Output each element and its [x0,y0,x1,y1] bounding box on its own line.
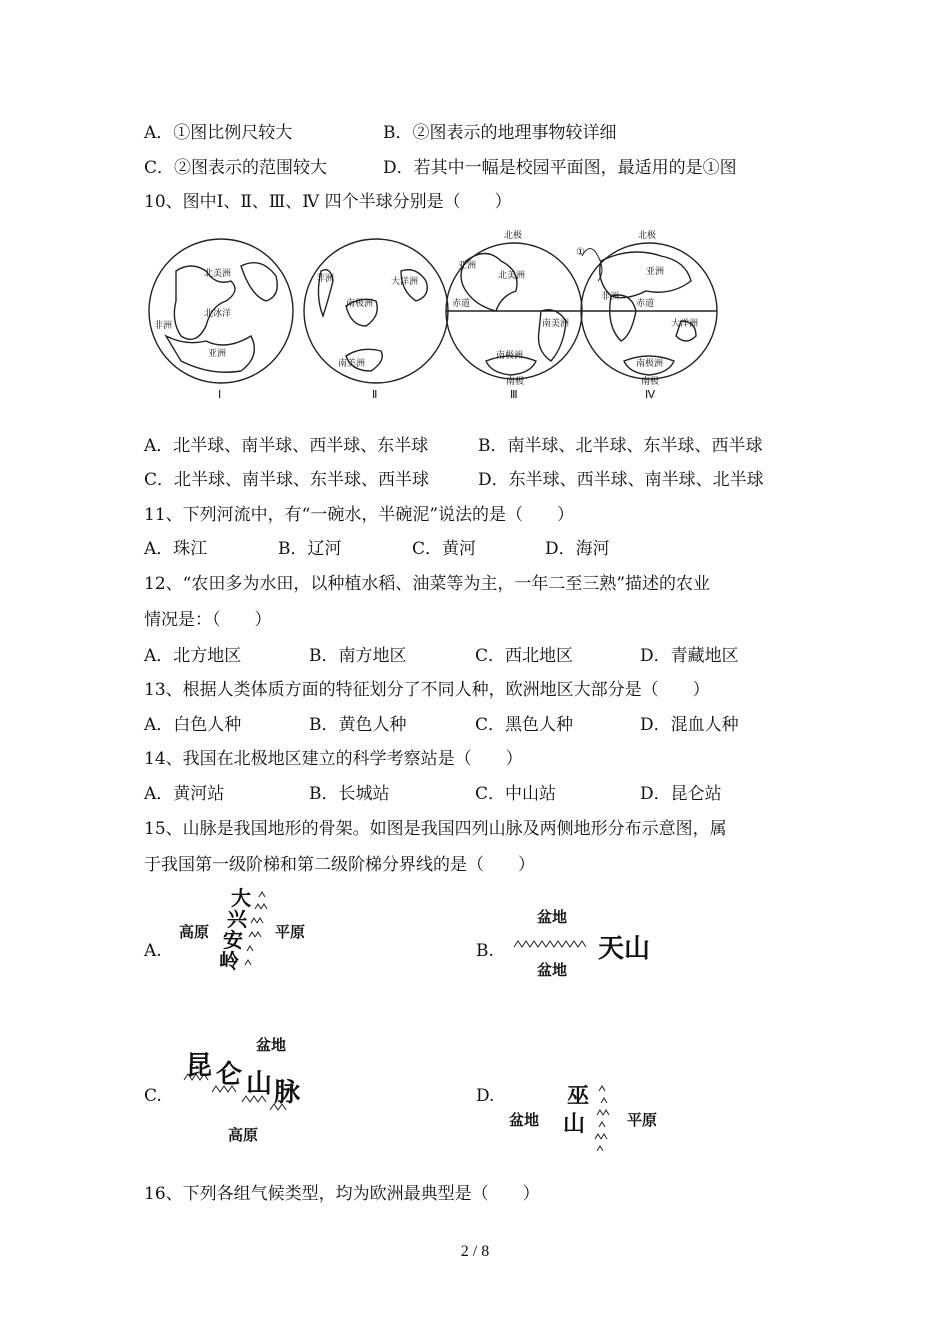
globe3-label-south-pole: 南极 [506,377,525,387]
fig-d-char-1: 巫 [567,1084,590,1109]
globe4-label-north-pole: 北极 [638,231,657,241]
globe1-label-arctic-ocean: 北冰洋 [204,309,232,319]
fig-c-char-3: 山 [246,1069,273,1099]
globe3-label-antarctica: 南极洲 [496,351,524,361]
fig-d-left-label: 盆地 [509,1111,540,1129]
q10-option-b: B．南半球、北半球、东半球、西半球 [478,436,763,456]
globe4-label-equator: 赤道 [636,299,655,309]
q9-option-c: C．②图表示的范围较大 [144,158,328,178]
fig-b-mountain-icons [514,941,586,947]
globe3-label-asia: 亚洲 [458,261,477,271]
q12-stem-line1: 12、“农田多为水田，以种植水稻、油菜等为主，一年二至三熟”描述的农业 [144,574,711,594]
fig-d-right-label: 平原 [627,1111,658,1129]
fig-c-char-4: 脉 [274,1078,301,1108]
q9-option-b: B．②图表示的地理事物较详细 [383,123,617,143]
q11-option-d: D．海河 [545,539,610,559]
q10-stem: 10、图中Ⅰ、Ⅱ、Ⅲ、Ⅳ 四个半球分别是（ ） [144,192,512,212]
q14-option-b: B．长城站 [309,784,390,804]
fig-c-bottom-label: 高原 [228,1126,259,1144]
q11-option-a: A．珠江 [144,539,208,559]
globe4-label-oceania: 大洋洲 [671,319,699,329]
q11-option-b: B．辽河 [278,539,342,559]
q15-figure-c [178,1028,318,1153]
fig-c-char-2: 仑 [216,1060,243,1090]
q15-option-d: D. [476,1086,495,1106]
q15-stem-line2: 于我国第一级阶梯和第二级阶梯分界线的是（ ） [144,855,535,875]
globe3-label-equator: 赤道 [452,299,471,309]
globe1-numeral: Ⅰ [218,389,222,401]
fig-b-top-label: 盆地 [537,908,568,926]
q15-figure-a [175,885,315,980]
q11-stem: 11、下列河流中，有“一碗水，半碗泥”说法的是（ ） [144,505,575,525]
q12-option-b: B．南方地区 [309,646,407,666]
globe2-label-oceania: 大洋洲 [391,277,419,287]
fig-a-char-3: 安 [223,928,243,952]
fig-a-right-label: 平原 [275,923,306,941]
q12-option-c: C．西北地区 [475,646,574,666]
q13-option-b: B．黄色人种 [309,715,407,735]
q10-hemisphere-figure [146,226,726,406]
q14-option-d: D．昆仑站 [640,784,722,804]
q10-option-a: A．北半球、南半球、西半球、东半球 [144,436,429,456]
globe4-numeral: Ⅳ [645,389,656,401]
globe1-label-asia: 亚洲 [208,349,227,359]
q14-stem: 14、我国在北极地区建立的科学考察站是（ ） [144,749,523,769]
globe3-label-s-america: 南美洲 [542,319,570,329]
fig-d-char-2: 山 [563,1112,586,1137]
q15-option-c: C. [144,1086,162,1106]
q15-option-a: A. [144,941,162,961]
fig-a-char-4: 岭 [219,949,239,973]
fig-a-char-1: 大 [231,886,251,910]
fig-a-left-label: 高原 [179,923,210,941]
globe-circle-mark: ① [576,247,585,258]
q12-option-d: D．青藏地区 [640,646,739,666]
q16-stem: 16、下列各组气候类型，均为欧洲最典型是（ ） [144,1184,540,1204]
q15-figure-d [505,1075,675,1155]
globe1-label-n-america: 北美洲 [204,269,232,279]
fig-b-name-label: 天山 [598,934,651,964]
fig-b-bottom-label: 盆地 [537,961,568,979]
q13-option-a: A．白色人种 [144,715,242,735]
q10-option-c: C．北半球、南半球、东半球、西半球 [144,470,430,490]
globe4-label-antarctica: 南极洲 [636,359,664,369]
globe4-label-africa: 非洲 [601,292,620,302]
q14-option-a: A．黄河站 [144,784,225,804]
globe2-label-s-america: 南美洲 [338,359,366,369]
q14-option-c: C．中山站 [475,784,557,804]
globe1-label-africa: 非洲 [154,321,173,331]
globe3-numeral: Ⅲ [510,389,518,401]
globe4-label-asia: 亚洲 [646,267,665,277]
q12-option-a: A．北方地区 [144,646,242,666]
page-number: 2 / 8 [460,1243,490,1260]
fig-d-mountain-icons [595,1086,609,1151]
q13-option-d: D．混血人种 [640,715,739,735]
fig-c-top-label: 盆地 [256,1036,287,1054]
fig-a-char-2: 兴 [227,907,247,931]
q15-stem-line1: 15、山脉是我国地形的骨架。如图是我国四列山脉及两侧地形分布示意图，属 [144,819,727,839]
q9-option-d: D．若其中一幅是校园平面图，最适用的是①图 [383,158,737,178]
fig-c-char-1: 昆 [186,1051,213,1081]
globe4-label-south-pole: 南极 [641,377,660,387]
globe3-label-n-america: 北美洲 [498,271,526,281]
q13-stem: 13、根据人类体质方面的特征划分了不同人种，欧洲地区大部分是（ ） [144,680,710,700]
globe2-numeral: Ⅱ [372,389,378,401]
q11-option-c: C．黄河 [412,539,477,559]
q13-option-c: C．黑色人种 [475,715,574,735]
globe2-label-africa: 非洲 [316,274,335,284]
q9-option-a: A．①图比例尺较大 [144,123,293,143]
q10-option-d: D．东半球、西半球、南半球、北半球 [478,470,764,490]
globe3-label-north-pole: 北极 [504,231,523,241]
q12-stem-line2: 情况是：（ ） [144,610,272,630]
globe2-label-antarctica: 南极洲 [346,299,374,309]
q15-figure-b [510,905,670,985]
q15-option-b: B. [476,941,494,961]
